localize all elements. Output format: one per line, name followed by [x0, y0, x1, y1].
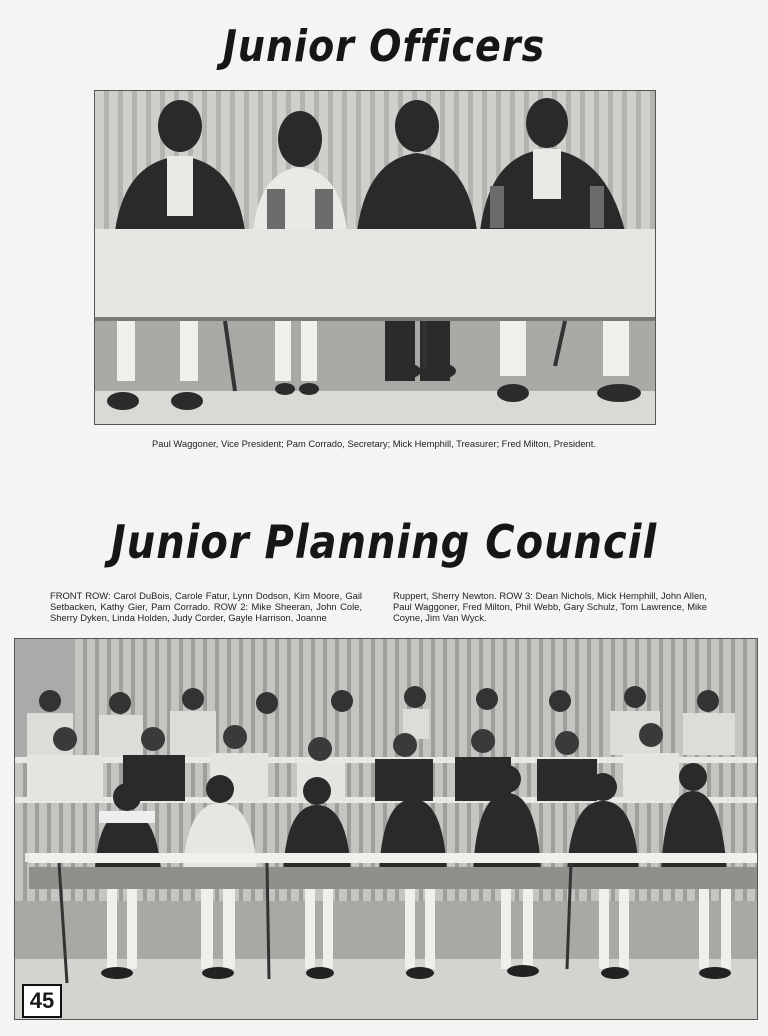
- section-title: Junior Planning Council: [110, 516, 658, 570]
- officers-caption: Paul Waggoner, Vice President; Pam Corrado, Secretary; Mick Hemphill, Treasurer; Fred Milton, President.: [152, 438, 596, 449]
- council-caption-col2: Ruppert, Sherry Newton. ROW 3: Dean Nichols, Mick Hemphill, John Allen, Paul Waggoner, Fred Milton, Phil Webb, Gary Schulz, Tom Lawrence, Mike Coyne, Jim Van Wyck.: [393, 590, 707, 623]
- page-title: Junior Officers: [222, 20, 546, 72]
- page-number: 45: [22, 984, 62, 1018]
- council-caption-col1: FRONT ROW: Carol DuBois, Carole Fatur, Lynn Dodson, Kim Moore, Gail Setbacken, Kathy Gier, Pam Corrado. ROW 2: Mike Sheeran, John Cole, Sherry Dyken, Linda Holden, Judy Corder, Gayle Harrison, Joanne: [50, 590, 362, 623]
- council-photo: [14, 638, 758, 1020]
- council-photo-art: [15, 639, 757, 1019]
- officers-photo-art: [95, 91, 655, 424]
- officers-photo: [94, 90, 656, 425]
